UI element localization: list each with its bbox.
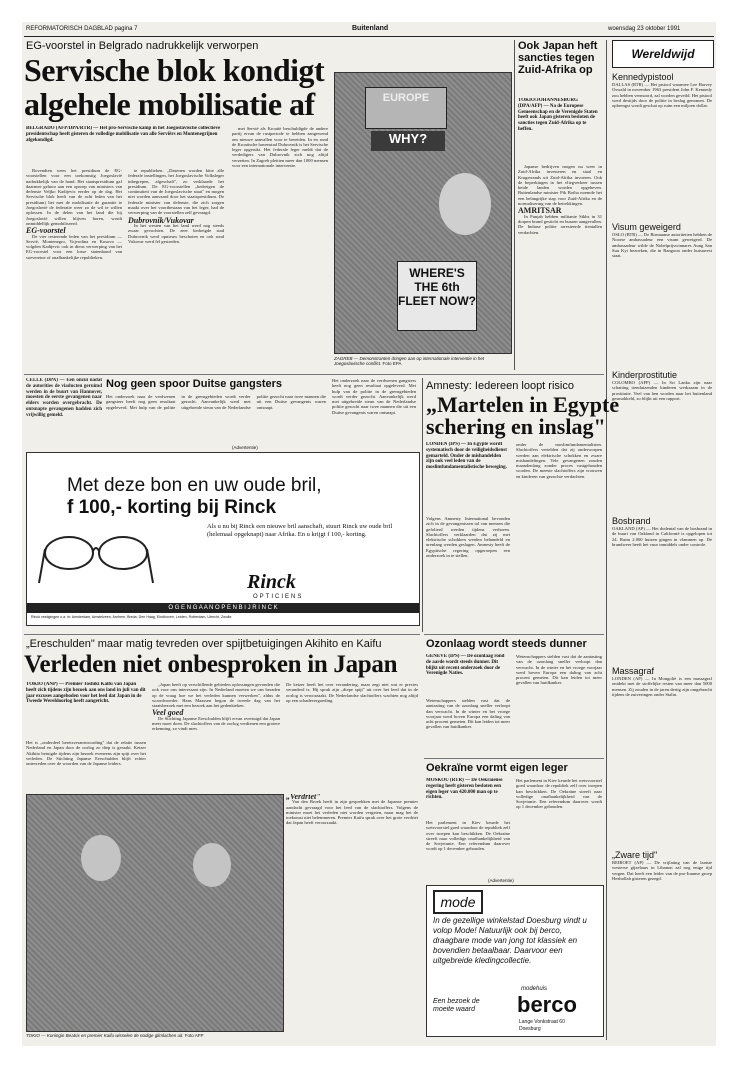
sidebar-item-3: Kinderprostitutie COLOMBO (AFP) — In Sri Lanka zijn naar schatting tienduizenden kinderen werkzaam in de prostitutie. Veel van hen worden naar het buitenland gesmokkeld, zo blijkt uit een rapport. bbox=[612, 370, 712, 401]
ad2-tagline: Een bezoek de moeite waard bbox=[433, 998, 480, 1013]
beatrix-face bbox=[81, 835, 121, 881]
main-body-col-3 bbox=[232, 126, 328, 316]
ad1-label: (Advertentie) bbox=[232, 445, 258, 450]
main-kicker: EG-voorstel in Belgrado nadrukkelijk verworpen bbox=[26, 40, 259, 52]
japan-lead: TOKIO (ANP) — Premier Toshiki Kaifu van Japan heeft zich tijdens zijn bezoek aan ons land in juli van dit jaar excuses aangeboden voor het leed dat Japan in de Tweede Wereldoorlog heeft aangericht. bbox=[26, 682, 146, 705]
duitse-body-cont: Het onderzoek naar de verdwenen gangsters heeft nog geen resultaat opgeleverd. Met hulp van de politie in de grensgebieden wordt verder gezocht. Aanvankelijk werd met uitgebreide steun van de Nederlandse politie gezocht naar twee mannen die uit een Duitse gevangenis waren ontsnapt. bbox=[332, 378, 416, 415]
photo-sign-fleet: WHERE'S THE 6th FLEET NOW? bbox=[397, 261, 477, 331]
ad1-addresses: Rinck vestigingen o.a. in: Amsterdam, Amstelveen, Arnhem, Breda, Den Haag, Eindhoven, Leiden, Rotterdam, Utrecht, Zwolle. bbox=[31, 615, 233, 619]
japan-headline: Verleden niet onbesproken in Japan bbox=[24, 651, 398, 678]
amnesty-body-2: onder de moslimfundamentalisten. Slachtoffers vertelden dat zij onderworpen werden aan elektrische schokken en zware mishandelingen. Vele gevangenen zouden maandenlang zonder proces vastgehouden worden. De meeste slachtoffers zijn vrouwen en kinderen van gezochte verdachten. bbox=[516, 442, 602, 479]
section-rule-1 bbox=[24, 374, 604, 375]
japan-kicker: „Ereschulden" maar matig tevreden over spijtbetuigingen Akihito en Kaifu bbox=[26, 638, 382, 650]
protester-face bbox=[439, 173, 491, 235]
celle-story: CELLE (DPA) — Een onzui nadat de autorities de viaducten geruimd werden in de buurt van Hannover, moesten de eerste gevangenen naar elders worden overgebracht. De ontsnapte gevangenen hadden zich vrijwillig gemeld. bbox=[26, 378, 102, 418]
ozon-body: Wetenschappers stelden vast dat de aantasting van de ozonlaag sneller verloopt dan verwacht. In de winter en het vroege voorjaar werd boven Europa een daling van acht procent gemeten. Dit kan leiden tot meer gevallen van huidkanker. bbox=[426, 698, 510, 730]
ad2-shop: berco bbox=[517, 992, 577, 1017]
glasses-illustration bbox=[37, 523, 157, 593]
amnesty-headline-2: schering en inslag" bbox=[426, 414, 606, 439]
ad1-brand: Rinck bbox=[247, 571, 296, 593]
main-lead: BELGRADO (AFP/DPA/RTR) — Het pro-Servische kamp in het Joegoslavische collectieve presidentschap heeft gisteren de volledige mobilisatie van alle Serviërs en Montenegrijnen afgekondigd. bbox=[26, 126, 221, 143]
sidebar-item-1: Kennedypistool DALLAS (RTR) — Het pistool waarmee Lee Harvey Oswald in november 1963 president John F. Kennedy zou hebben vermoord, zal worden geveild. Het pistool werd destijds door de politie in beslag genomen. De opbrengst wordt geschat op ruim een miljoen dollar. bbox=[612, 72, 712, 109]
ozon-lead: GENÈVE (IPS) — De ozonlaag rond de aarde wordt steeds dunner. Dit blijkt uit recent onderzoek door de Verenigde Naties. bbox=[426, 654, 505, 677]
ad2-label: (Advertentie) bbox=[488, 878, 514, 883]
sidebar-item-6: „Zware tijd" BEIROET (AP) — De vrijlating van de laatste westerse gijzelaars in Libanon zal nog enige tijd vergen. Dat heeft een leider van de pro-Iraanse groep Hezbollah gisteren gezegd. bbox=[612, 850, 712, 881]
section-rule-ozon bbox=[424, 634, 604, 635]
sidebar-item-5: Massagraf LONDEN (AP) — In Mongolië is een massagraf ontdekt met de stoffelijke resten van meer dan 5000 mensen. Zij zouden in de jaren dertig zijn omgebracht tijdens de zuiveringen onder Stalin. bbox=[612, 666, 712, 697]
ad1-line1: Met deze bon en uw oude bril, bbox=[67, 475, 322, 496]
japan-subhead-1: Veel goed bbox=[152, 708, 184, 718]
kaifu-face bbox=[193, 843, 231, 887]
ozon-headline: Ozonlaag wordt steeds dunner bbox=[426, 638, 587, 650]
main-body-col-2 bbox=[128, 168, 224, 316]
sidebar-rule bbox=[606, 40, 607, 1040]
amnesty-lead: LONDEN (IPS) — In Egypte wordt systematisch door de veiligheidsdienst gemarteld. Onder de mishandelden zijn ook veel leden van de moslimfundamentalistische beweging. bbox=[426, 442, 507, 471]
ozon-body-2: Wetenschappers stelden vast dat de aantasting van de ozonlaag sneller verloopt dan verwacht. In de winter en het vroege voorjaar werd boven Europa een daling van acht procent gemeten. Dit kan leiden tot meer gevallen van huidkanker. bbox=[516, 654, 602, 686]
main-subhead-1: EG-voorstel bbox=[26, 226, 66, 236]
column-rule-2 bbox=[422, 378, 423, 632]
amnesty-headline-1: „Martelen in Egypte bbox=[426, 392, 620, 417]
section-rule-oekraine bbox=[424, 758, 604, 759]
duitse-body: Het onderzoek naar de verdwenen gangsters heeft nog geen resultaat opgeleverd. Met hulp van de politie in de grensgebieden wordt verder gezocht. Aanvankelijk werd met uitgebreide steun van de Nederlandse politie gezocht naar twee mannen die uit een Duitse gevangenis waren ontsnapt. bbox=[106, 394, 326, 410]
main-body-4: In het westen van het land werd nog steeds zwaar gevochten. De zeer bedreigde stad Dubrovnik werd opnieuw beschoten en ook rond Vukovar werd fel gestreden. bbox=[128, 222, 224, 244]
issue-date: woensdag 23 oktober 1991 bbox=[608, 26, 681, 32]
photo-sign-europe: EUROPE bbox=[365, 87, 447, 129]
ad1-body: Als u nu bij Rinck een nieuwe bril aanschaft, stuurt Rinck uw oude bril (helemaal opgeknapt) naar Afrika. En u krijgt f 100,- korting. bbox=[207, 523, 393, 538]
main-body-2: De vier resterende leden van het presidium — Servië, Montenegro, Vojvodina en Kosovo — volgden Kadijevic ook in diens verwerping van het EG-voorstel voor een losse statenbond van soevereine of onafhankelijke republieken. bbox=[26, 233, 122, 260]
section-rule-japan bbox=[24, 634, 420, 635]
main-body-1: Bovendien wees het presidium de EG-voorstellen voor een toekomstig Joegoslavië nadrukkelijk van de hand. Het staatspresidium gaf daarmee gehoor aan een oproep van ministers van defensie Veljko Kadijevic eerder op de dag. Het Servische blok heeft van de acht leden van het presidium) liet met de mobilisatie de garantie te Joegoslavië de federatie weer zo de wil te willen oplossen. In de delen van het land die bij Joegoslavië willen blijven horen, wordt onmiddellijk gemobiliseerd. bbox=[26, 168, 122, 226]
sidebar-item-2: Visum geweigerd OSLO (RTR) — De Birmaanse autoriteiten hebben de Noorse ambassadeur een visum geweigerd. De ambassadeur wilde de Nobelprijswinnares Aung San Suu Kyi bezoeken, die in Rangoon onder huisarrest staat. bbox=[612, 222, 712, 259]
duitse-headline: Nog geen spoor Duitse gangsters bbox=[106, 378, 283, 390]
ad2-logo: mode bbox=[433, 890, 483, 914]
ad2-text: In de gezellige winkelstad Doesburg vindt u volop Mode! Natuurlijk ook bij berco, draagbare mode van jong tot klassiek en bovendien betaalbaar. Daarvoor een uitgebreide kledingcollectie. bbox=[433, 916, 587, 965]
japan-photo-credit: Foto AFP bbox=[184, 1033, 204, 1038]
ad2-shop-label: modehuis bbox=[521, 986, 548, 992]
berco-ad bbox=[426, 885, 604, 1037]
japan-sa-subhead: AMRITSAR bbox=[518, 206, 562, 216]
oekraine-body: Het parlement in Kiev keurde het wetsvoorstel goed waardoor de republiek zelf over troepen kan beschikken. De Oekraïne streeft naar volledige onafhankelijkheid van de Sovjetunie. Een referendum daarover wordt op 1 december gehouden. bbox=[426, 820, 510, 852]
oekraine-lead: MOSKOU (RTR) — De Oekraïense regering heeft gisteren besloten een eigen leger van 420.000 man op te richten. bbox=[426, 778, 503, 801]
sidebar-item-4: Bosbrand OAKLAND (AP) — Het dodental van de bosbrand in de buurt van Oakland in Californië is opgelopen tot 24. Ruim 2.000 huizen gingen in vlammen op. De brandweer heeft het vuur inmiddels onder controle. bbox=[612, 516, 712, 547]
japan-body-col-4: „Verdriet" Van den Broek heeft in zijn gesprekken met de Japanse premier aandacht gevraagd voor het leed van de slachtoffers. Volgens de minister moet het verleden niet worden vergeten, maar mag het de toekomst niet belemmeren. Premier Kaifu sprak over het grote verdriet dat Japan heeft veroorzaakt. bbox=[286, 794, 418, 826]
newspaper-page bbox=[22, 22, 716, 1046]
protest-photo bbox=[334, 72, 512, 354]
column-rule bbox=[514, 40, 515, 370]
amnesty-body: Volgens Amnesty International bevonden zich in de gevangenissen tal van mensen die gefolterd werden tijdens verhoren. Slachtoffers verklaarden dat zij met elektrische schokken werden behandeld en urenlang werden geslagen. Amnesty heeft de Egyptische regering opgeroepen een onderzoek in te stellen. bbox=[426, 516, 510, 559]
amnesty-kicker: Amnesty: Iedereen loopt risico bbox=[426, 380, 574, 392]
main-body-5: met Servië als Kroatië beschuldigde de andere partij ervan de rustperiode te hebben aangewend om nieuwe aanvallen voor te bereiden. In en rond de Kroatische havenstad Dubrovnik is het Servische leger opgerukt. Het federale leger meldt dat de verdedigers van Dubrovnik zich nog altijd verzetten. In Zagreb pleitten meer dan 1000 mensen voor een internationale interventie. bbox=[232, 126, 328, 169]
oekraine-headline: Oekraïne vormt eigen leger bbox=[426, 762, 568, 774]
photo-sign-why: WHY? bbox=[371, 131, 445, 151]
main-body-3: te republieken. „Dasenen worden kitte alle federale instellingen, het Joegoslavische Volksleger inbegrepen, afgeschaft", zo verklaarde het presidium. De EG-voorstellen „bedreigen de continuïteit van de Joegoslavische staat" en mogen niet worden aanvaard door het staatspresidium. De federale minister van defensie, die zich zorgen maakt over het voortbestaan van het leger, had de verwerping van de voorstellen zelf gevraagd. bbox=[128, 168, 224, 216]
ad2-city: Doesburg bbox=[519, 1026, 541, 1032]
beatrix-kaifu-photo bbox=[26, 794, 284, 1032]
ad2-address: Lange Vonkstraat 60 bbox=[519, 1019, 565, 1025]
header-rule bbox=[24, 36, 714, 37]
japan-sa-body: Japanse bedrijven mogen nu weer in Zuid-Afrika investeren en staal en Krugerrands uit Zuid-Afrika invoeren. Ook de beperkingen in het vliegverkeer tussen beide landen worden opgeheven. Buitenlandse minister Pik Botha noemde het een belangrijke stap voor Zuid-Afrika en de normalisering van de betrekkingen. AMRITSAR In Punjab hebben militante Sikhs in 31 dorpen brand gesticht en bussen aangevallen. De Indiase politie arresteerde tientallen verdachten. bbox=[518, 164, 602, 235]
main-subhead-2: Dubrovnik/Vukovar bbox=[128, 215, 194, 225]
japan-sa-headline: Ook Japan heft sancties tegen Zuid-Afrika op bbox=[518, 40, 598, 76]
ad1-stripe: O G E N G A A N O P E N B I J R I N C K bbox=[27, 603, 419, 613]
japan-photo-caption: TOKIO — Koningin Beatrix en premier Kaifu wisselen de nodige glimlachen uit. Foto AFP bbox=[26, 1033, 204, 1038]
japan-subhead-2: „Verdriet" bbox=[286, 794, 321, 801]
wereldwijd-logo: Wereldwijd bbox=[612, 40, 714, 68]
japan-sa-lead: TOKIO/JOHANNESBURG (DPA/AFP) — Na de Europese Gemeenschap en de Verenigde Staten heeft ook Japan gisteren besloten de sancties tegen Zuid-Afrika op te heffen. bbox=[518, 98, 598, 132]
japan-body-col-2: „Japan heeft op verschillende gebieden oplossingen gevonden die ook voor ons interessant zijn. In Nederland moeten we ons beraden op de vraag hoe we het verleden kunnen verwerken", aldus de woordvoerder. Hans Maassen begon de tweede dag van het staatsbezoek met een bezoek aan het gedenkteken. Veel goed De Stichting Japanse Ereschulden blijft ervan overtuigd dat Japan meer moet doen. De slachtoffers van de oorlog verdienen een grotere erkenning, zo vindt men. bbox=[152, 682, 280, 732]
rinck-ad bbox=[26, 452, 420, 626]
main-headline-2: algehele mobilisatie af bbox=[24, 86, 315, 122]
ad1-sub-brand: OPTICIENS bbox=[253, 594, 304, 600]
section-name: Buitenland bbox=[352, 25, 389, 32]
main-headline-1: Servische blok kondigt bbox=[24, 52, 325, 88]
protest-photo-credit: Foto EPA bbox=[382, 361, 402, 367]
paper-name: REFORMATORISCH DAGBLAD pagina 7 bbox=[26, 26, 138, 32]
glasses-icon bbox=[37, 523, 157, 593]
protest-photo-caption: ZAGREB — Demonstranten dringen aan op internationale interventie in het Joegoslavische conflict. Foto EPA bbox=[334, 356, 485, 367]
japan-body: Het is „onderdeel bereisverantwoording" dat de relatie tussen Nederland en Japan door de oorlog zo diep is geraakt. Keizer Akihito betuigde tijdens zijn bezoek eveneens zijn spijt over het verleden. De Stichting Japanse Ereschulden blijft echter ontevreden over de woorden van de Japanse leiders. bbox=[26, 740, 146, 767]
main-body-col-1 bbox=[26, 168, 122, 316]
japan-body-col-3: De keizer heeft het over verandering, maar zegt niet wat er precies veranderd is. Hij sprak zijn „diepe spijt" uit over het leed dat in de oorlog is veroorzaakt. De Nederlandse slachtoffers wachten nog altijd op een schadevergoeding. bbox=[286, 682, 418, 703]
sidebar bbox=[612, 72, 712, 1030]
ad1-line2: f 100,- korting bij Rinck bbox=[67, 497, 277, 518]
oekraine-body-2: Het parlement in Kiev keurde het wetsvoorstel goed waardoor de republiek zelf over troepen kan beschikken. De Oekraïne streeft naar volledige onafhankelijkheid van de Sovjetunie. Een referendum daarover wordt op 1 december gehouden. bbox=[516, 778, 602, 810]
